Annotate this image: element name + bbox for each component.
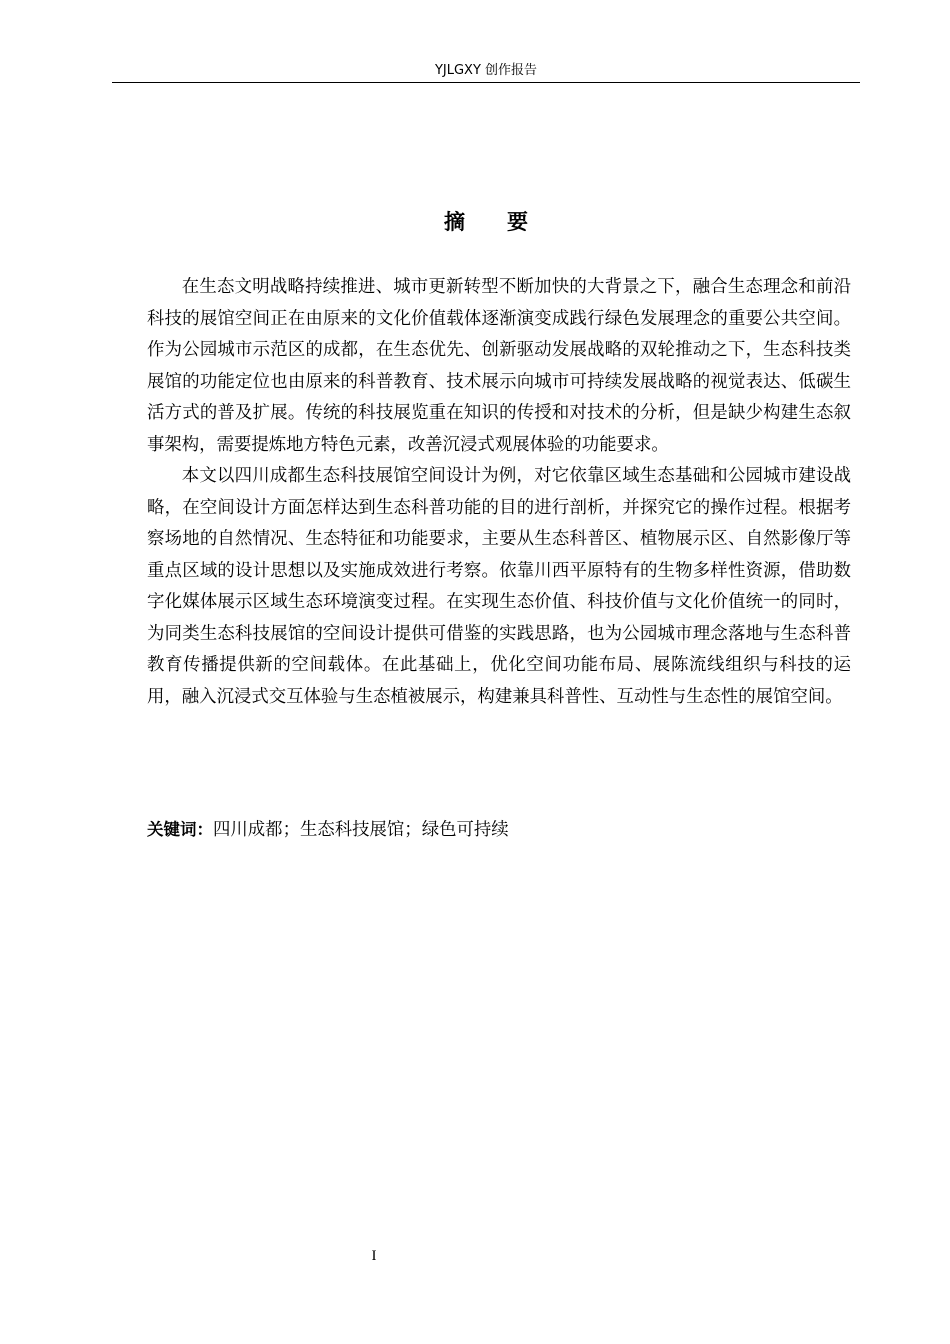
running-header: YJLGXY 创作报告	[434, 63, 538, 78]
keywords-line	[147, 815, 851, 845]
abstract-heading-char-1: 摘	[444, 210, 465, 234]
abstract-heading-char-2: 要	[507, 210, 528, 234]
keywords-label: 关键词：	[147, 820, 213, 839]
abstract-paragraph-2: 本文以四川成都生态科技展馆空间设计为例，对它依靠区域生态基础和公园城市建设战略，在空间设计方面怎样达到生态科普功能的目的进行剖析，并探究它的操作过程。根据考察场地的自然情况、生态特征和功能要求，主要从生态科普区、植物展示区、自然影像厅等重点区域的设计思想以及实施成效进行考察。依靠川西平原特有的生物多样性资源，借助数字化媒体展示区域生态环境演变过程。在实现生态价值、科技价值与文化价值统一的同时，为同类生态科技展馆的空间设计提供可借鉴的实践思路，也为公园城市理念落地与生态科普教育传播提供新的空间载体。在此基础上，优化空间功能布局、展陈流线组织与科技的运用，融入沉浸式交互体验与生态植被展示，构建兼具科普性、互动性与生态性的展馆空间。	[147, 466, 851, 707]
abstract-paragraph-1: 在生态文明战略持续推进、城市更新转型不断加快的大背景之下，融合生态理念和前沿科技的展馆空间正在由原来的文化价值载体逐渐演变成践行绿色发展理念的重要公共空间。作为公园城市示范区的成都，在生态优先、创新驱动发展战略的双轮推动之下，生态科技类展馆的功能定位也由原来的科普教育、技术展示向城市可持续发展战略的视觉表达、低碳生活方式的普及扩展。传统的科技展览重在知识的传授和对技术的分析，但是缺少构建生态叙事架构，需要提炼地方特色元素，改善沉浸式观展体验的功能要求。	[147, 277, 851, 455]
abstract-body	[147, 272, 851, 713]
header-divider	[112, 82, 860, 83]
keywords-value: 四川成都；生态科技展馆；绿色可持续	[213, 820, 509, 840]
page-number: I	[371, 1248, 377, 1264]
abstract-heading	[112, 207, 860, 237]
